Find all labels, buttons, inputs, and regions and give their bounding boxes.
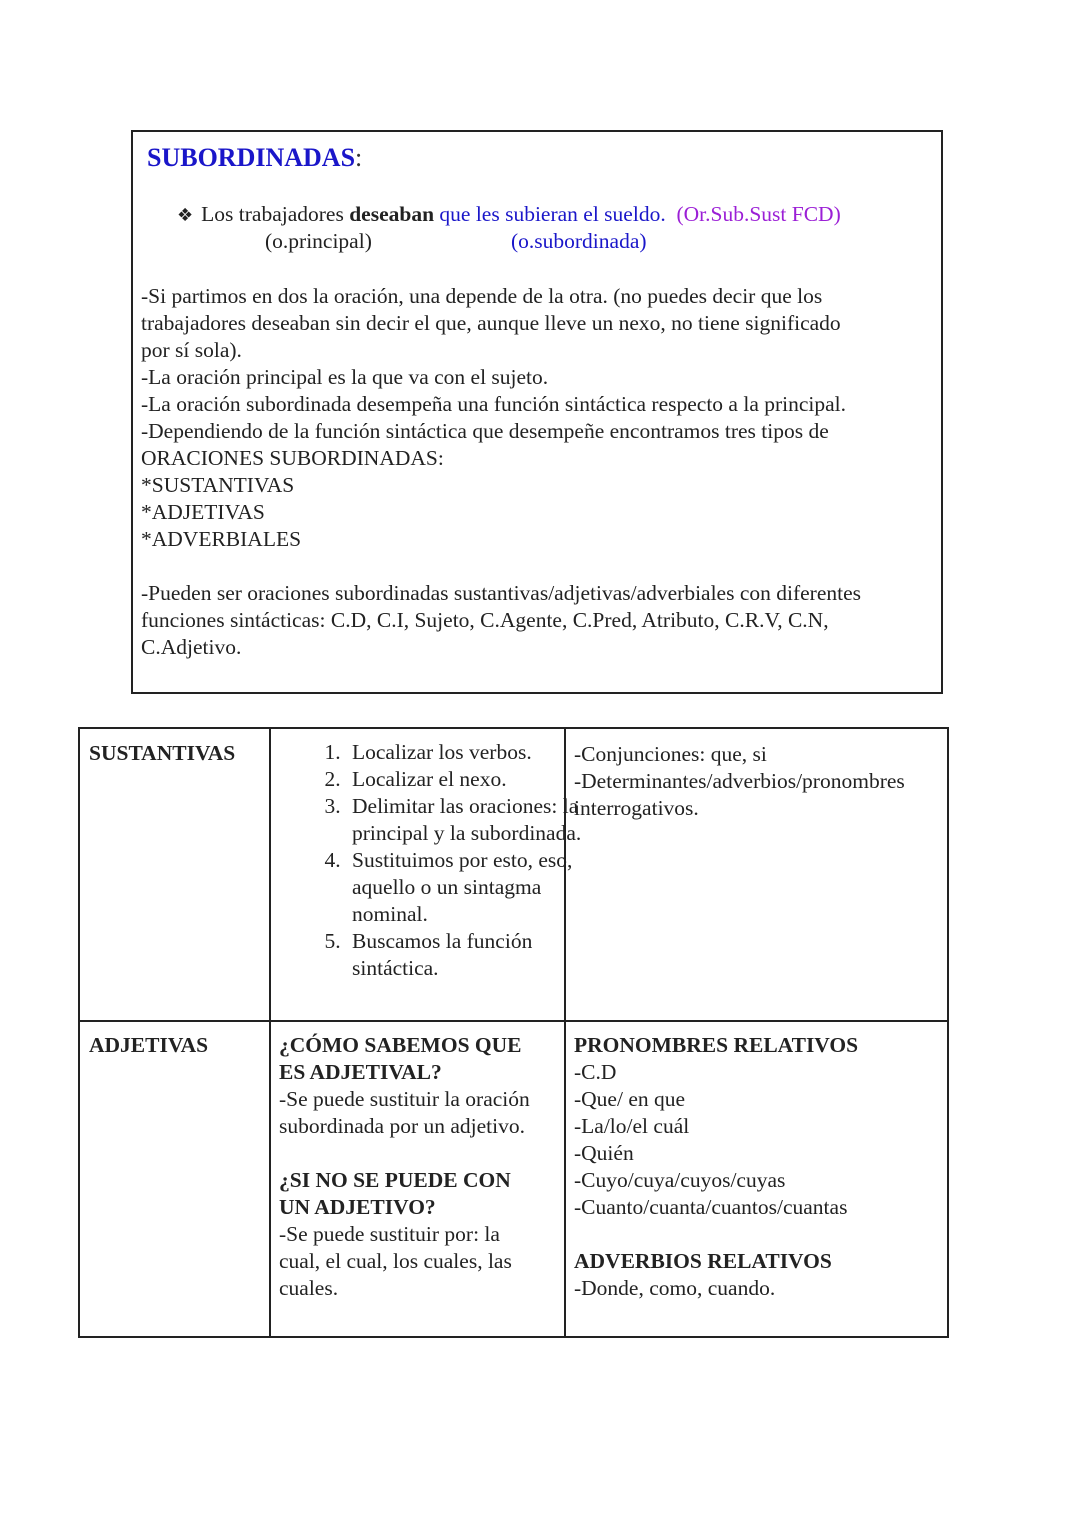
text-line: *SUSTANTIVAS (141, 473, 295, 497)
text-line: ORACIONES SUBORDINADAS: (141, 446, 444, 470)
row-divider (80, 1020, 947, 1022)
subordinada-label: (o.subordinada) (511, 229, 647, 253)
cell-text: cuales. (279, 1276, 339, 1300)
adverbios-relativos-heading: ADVERBIOS RELATIVOS (574, 1249, 832, 1273)
section-title: SUBORDINADAS: (147, 143, 363, 172)
steps-list (310, 739, 594, 982)
text-line: *ADJETIVAS (141, 500, 265, 524)
question-heading: ES ADJETIVAL? (279, 1060, 442, 1084)
pronombres-relativos-heading: PRONOMBRES RELATIVOS (574, 1033, 859, 1057)
principal-label: (o.principal) (265, 229, 372, 253)
example-sentence: ❖ Los trabajadores deseaban que les subieran el sueldo. (Or.Sub.Sust FCD) (177, 202, 841, 226)
question-heading: ¿SI NO SE PUEDE CON (279, 1168, 511, 1192)
text-line: -La oración principal es la que va con el sujeto. (141, 365, 549, 389)
list-item: -Quién (574, 1141, 634, 1165)
list-item: 5. Buscamos la función sintáctica. (346, 928, 594, 982)
list-item: 2. Localizar el nexo. (346, 766, 594, 793)
column-divider (269, 729, 271, 1336)
list-item: -La/lo/el cuál (574, 1114, 690, 1138)
list-item: -Cuyo/cuya/cuyos/cuyas (574, 1168, 786, 1192)
text-line: -Pueden ser oraciones subordinadas sustantivas/adjetivas/adverbiales con diferentes (141, 581, 862, 605)
cell-text: -Se puede sustituir la oración (279, 1087, 530, 1111)
text-line: trabajadores deseaban sin decir el que, aunque lleve un nexo, no tiene significado (141, 311, 841, 335)
list-item: 4. Sustituimos por esto, eso, aquello o un sintagma nominal. (346, 847, 594, 928)
cell-text: subordinada por un adjetivo. (279, 1114, 526, 1138)
cell-text: -Se puede sustituir por: la (279, 1222, 500, 1246)
list-item: 3. Delimitar las oraciones: la principal y la subordinada. (346, 793, 594, 847)
row-label-sustantivas: SUSTANTIVAS (89, 741, 236, 765)
sentence-type-label: (Or.Sub.Sust FCD) (676, 202, 841, 226)
row-label-adjetivas: ADJETIVAS (89, 1033, 209, 1057)
subordinadas-box (131, 130, 943, 694)
cell-text: interrogativos. (574, 796, 699, 820)
text-line: -Si partimos en dos la oración, una depende de la otra. (no puedes decir que los (141, 284, 823, 308)
text-line: *ADVERBIALES (141, 527, 302, 551)
cell-text: -Determinantes/adverbios/pronombres (574, 769, 905, 793)
diamond-bullet-icon: ❖ (177, 205, 194, 226)
cell-text: -Conjunciones: que, si (574, 742, 767, 766)
text-line: -La oración subordinada desempeña una función sintáctica respecto a la principal. (141, 392, 847, 416)
list-item: -Que/ en que (574, 1087, 686, 1111)
text-line: C.Adjetivo. (141, 635, 242, 659)
text-line: -Dependiendo de la función sintáctica que desempeñe encontramos tres tipos de (141, 419, 829, 443)
list-item: -C.D (574, 1060, 617, 1084)
list-item: -Cuanto/cuanta/cuantos/cuantas (574, 1195, 848, 1219)
text-line: por sí sola). (141, 338, 242, 362)
subordinate-types-table (78, 727, 949, 1338)
question-heading: UN ADJETIVO? (279, 1195, 436, 1219)
question-heading: ¿CÓMO SABEMOS QUE (279, 1033, 522, 1057)
cell-text: cual, el cual, los cuales, las (279, 1249, 512, 1273)
text-line: funciones sintácticas: C.D, C.I, Sujeto, C.Agente, C.Pred, Atributo, C.R.V, C.N, (141, 608, 829, 632)
list-item: 1. Localizar los verbos. (346, 739, 594, 766)
list-item: -Donde, como, cuando. (574, 1276, 776, 1300)
